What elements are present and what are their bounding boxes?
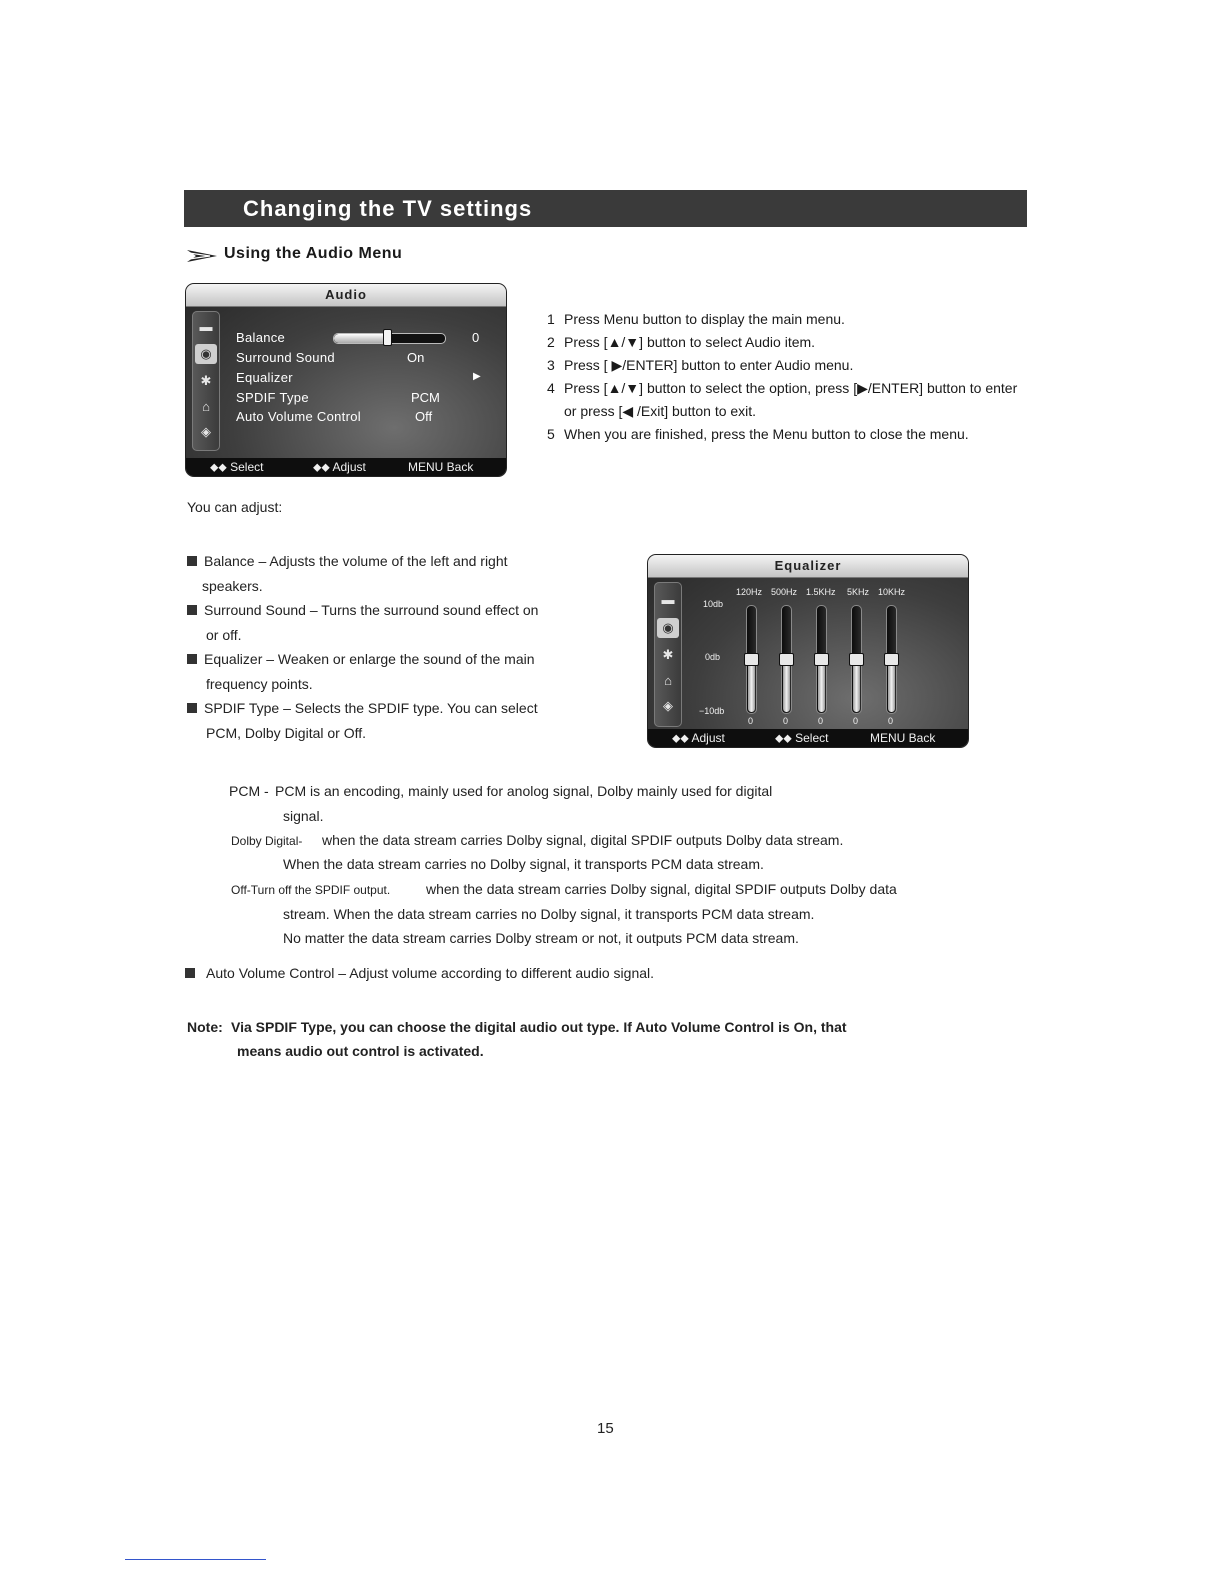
bullet-icon	[187, 654, 197, 664]
off-text: when the data stream carries Dolby signal, digital SPDIF outputs Dolby data	[426, 881, 897, 897]
bullet-surround-cont: or off.	[206, 627, 242, 643]
bullet-balance-cont: speakers.	[202, 578, 263, 594]
step-number: 5	[547, 426, 555, 442]
eq-band-knob	[814, 653, 829, 666]
satellite-icon: ◈	[201, 424, 211, 439]
surround-sound-label: Surround Sound	[236, 350, 335, 365]
bullet-icon	[187, 556, 197, 566]
note-line-2: means audio out control is activated.	[237, 1043, 484, 1059]
bullet-icon	[187, 605, 197, 615]
eq-band-value: 0	[783, 716, 789, 726]
step-text: When you are finished, press the Menu button to close the menu.	[564, 426, 969, 442]
step-number: 3	[547, 357, 555, 373]
auto-volume-label: Auto Volume Control	[236, 409, 361, 424]
eq-band-fill	[783, 660, 790, 712]
off-text-cont2: No matter the data stream carries Dolby stream or not, it outputs PCM data stream.	[283, 930, 799, 946]
bullet-equalizer: Equalizer – Weaken or enlarge the sound of the main	[204, 651, 535, 667]
arrow-icon	[186, 248, 218, 264]
step-number: 2	[547, 334, 555, 350]
lock-icon: ⌂	[664, 673, 672, 688]
audio-icon: ◉	[657, 618, 679, 638]
eq-scale-mid: 0db	[705, 652, 721, 662]
surround-sound-value: On	[407, 350, 425, 365]
satellite-icon: ◈	[663, 698, 673, 713]
pcm-text: PCM is an encoding, mainly used for anolog signal, Dolby mainly used for digital	[275, 783, 773, 799]
eq-band-value: 0	[748, 716, 754, 726]
pcm-label: PCM -	[229, 783, 269, 799]
spdif-type-label: SPDIF Type	[236, 390, 309, 405]
audio-icon: ◉	[195, 344, 217, 364]
footer-back: MENU Back	[408, 460, 474, 474]
step-number: 4	[547, 380, 555, 396]
picture-icon: ▬	[199, 319, 213, 334]
balance-slider-knob	[383, 329, 392, 346]
step-text: Press Menu button to display the main menu.	[564, 311, 845, 327]
bullet-surround: Surround Sound – Turns the surround sound effect on	[204, 602, 539, 618]
section-title: Changing the TV settings	[243, 196, 533, 221]
bullet-icon	[185, 968, 195, 978]
equalizer-arrow-icon: ▶	[473, 371, 481, 382]
footer-adjust: ⬥⬥ Adjust	[313, 460, 366, 474]
note-label: Note:	[187, 1019, 223, 1035]
audio-menu-screenshot	[186, 284, 506, 476]
eq-band-fill	[888, 660, 895, 712]
bullet-spdif-cont: PCM, Dolby Digital or Off.	[206, 725, 367, 741]
footer-select: ⬥⬥ Select	[775, 731, 829, 745]
eq-band-fill	[818, 660, 825, 712]
audio-menu-title: Audio	[186, 284, 506, 307]
eq-band-knob	[744, 653, 759, 666]
off-label: Off-Turn off the SPDIF output.	[231, 883, 391, 897]
step-text: or press [◀ /Exit] button to exit.	[564, 403, 757, 419]
note-line-1: Via SPDIF Type, you can choose the digital audio out type. If Auto Volume Control is On, that	[231, 1019, 847, 1035]
balance-label: Balance	[236, 330, 286, 345]
eq-band-fill	[748, 660, 755, 712]
bullet-auto-volume: Auto Volume Control – Adjust volume according to different audio signal.	[206, 965, 655, 981]
footer-adjust: ⬥⬥ Adjust	[672, 731, 725, 745]
you-can-adjust: You can adjust:	[187, 499, 283, 515]
off-text-cont: stream. When the data stream carries no Dolby signal, it transports PCM data stream.	[283, 906, 815, 922]
bullet-spdif: SPDIF Type – Selects the SPDIF type. You can select	[204, 700, 538, 716]
eq-freq-label: 5KHz	[847, 587, 870, 597]
eq-band-value: 0	[818, 716, 824, 726]
eq-freq-label: 120Hz	[736, 587, 763, 597]
menu-sidebar	[192, 311, 220, 451]
bullet-equalizer-cont: frequency points.	[206, 676, 313, 692]
eq-band-value: 0	[853, 716, 859, 726]
eq-band-knob	[884, 653, 899, 666]
footer-select: ⬥⬥ Select	[210, 460, 264, 474]
settings-icon: ✱	[200, 373, 212, 388]
balance-value: 0	[472, 330, 480, 345]
eq-band-fill	[853, 660, 860, 712]
step-number: 1	[547, 311, 555, 327]
eq-band-value: 0	[888, 716, 894, 726]
eq-scale-top: 10db	[703, 599, 724, 609]
picture-icon: ▬	[661, 592, 675, 607]
step-text: Press [ ▶/ENTER] button to enter Audio menu.	[564, 357, 854, 373]
footer-back: MENU Back	[870, 731, 936, 745]
equalizer-label: Equalizer	[236, 370, 293, 385]
pcm-text-cont: signal.	[283, 808, 324, 824]
bullet-balance: Balance – Adjusts the volume of the left and right	[204, 553, 508, 569]
balance-slider-fill	[334, 334, 389, 343]
eq-freq-label: 10KHz	[878, 587, 906, 597]
step-text: Press [▲/▼] button to select Audio item.	[564, 334, 816, 350]
page-number: 15	[597, 1420, 614, 1437]
dolby-text: when the data stream carries Dolby signal, digital SPDIF outputs Dolby data stream.	[322, 832, 844, 848]
equalizer-menu-screenshot	[648, 555, 968, 747]
eq-band-knob	[779, 653, 794, 666]
equalizer-menu-title: Equalizer	[648, 555, 968, 578]
equalizer-menu-footer	[648, 729, 968, 747]
eq-band-knob	[849, 653, 864, 666]
bullet-icon	[187, 703, 197, 713]
dolby-text-cont: When the data stream carries no Dolby signal, it transports PCM data stream.	[283, 856, 764, 872]
settings-icon: ✱	[662, 647, 674, 662]
eq-scale-bottom: −10db	[699, 706, 725, 716]
step-text: Press [▲/▼] button to select the option, press [▶/ENTER] button to enter	[564, 380, 1018, 396]
subsection-title: Using the Audio Menu	[224, 245, 403, 262]
auto-volume-value: Off	[415, 409, 433, 424]
dolby-label: Dolby Digital-	[231, 834, 303, 848]
eq-freq-label: 1.5KHz	[806, 587, 836, 597]
audio-menu-footer	[186, 458, 506, 476]
eq-freq-label: 500Hz	[771, 587, 798, 597]
menu-sidebar	[654, 582, 682, 727]
spdif-type-value: PCM	[411, 390, 440, 405]
footer-divider	[125, 1559, 266, 1560]
lock-icon: ⌂	[202, 399, 210, 414]
